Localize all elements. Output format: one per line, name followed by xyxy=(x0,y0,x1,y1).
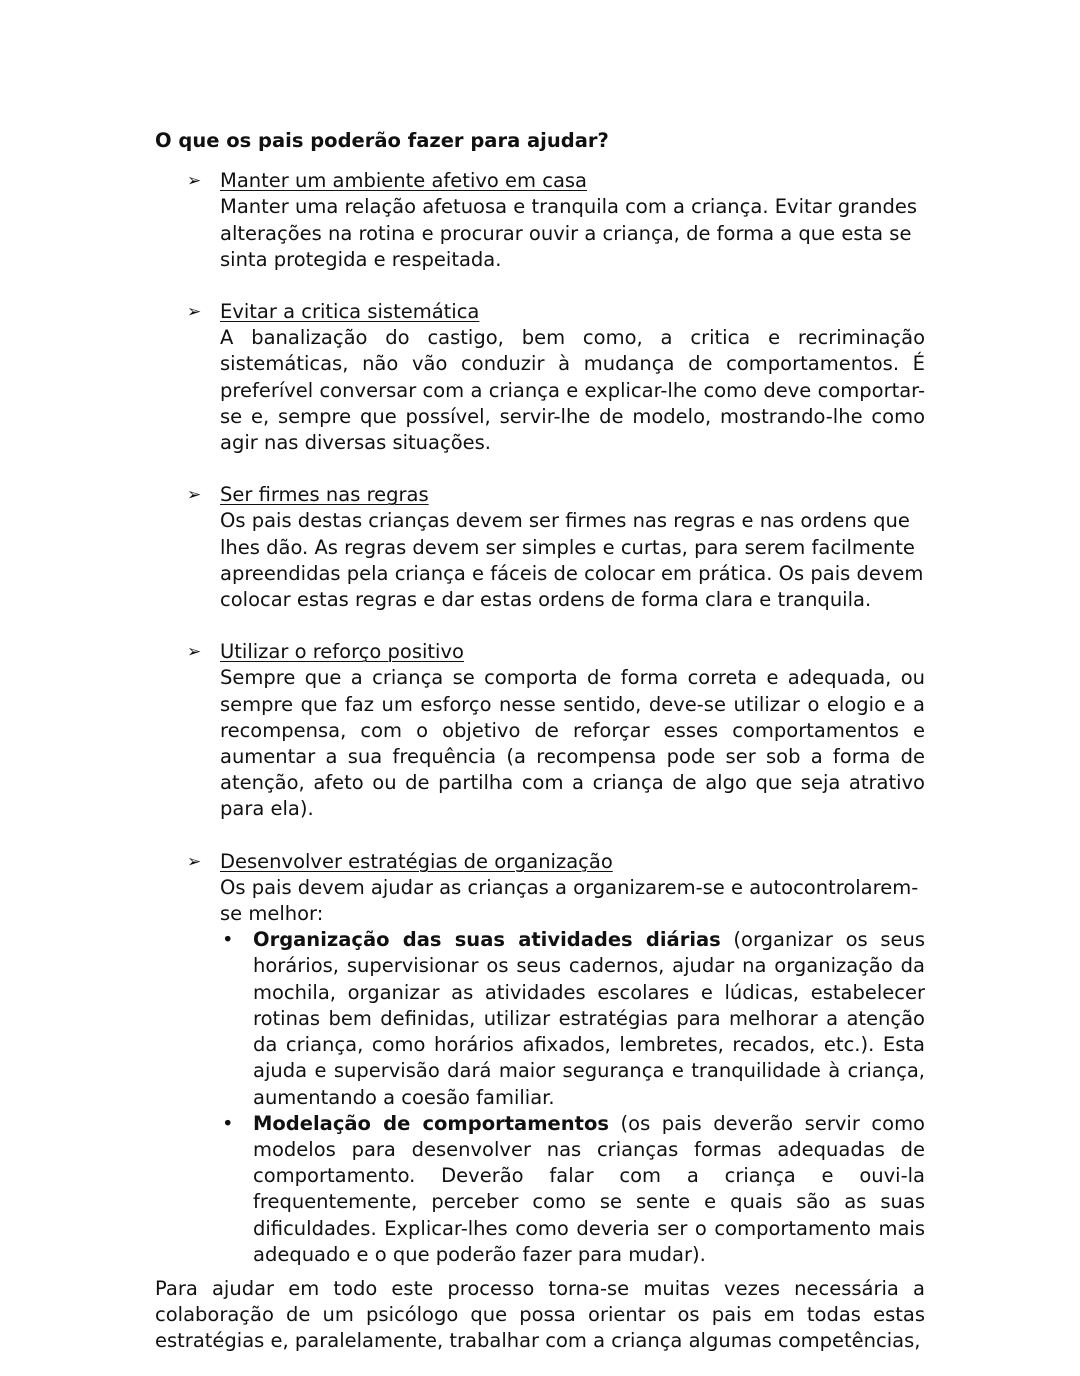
section-estrategias-organizacao xyxy=(155,849,925,1268)
section-title: Manter um ambiente afetivo em casa xyxy=(220,169,587,193)
arrow-bullet-icon: ➢ xyxy=(187,302,202,323)
arrow-bullet-icon: ➢ xyxy=(187,485,202,506)
document-page xyxy=(155,128,925,1355)
list-item xyxy=(220,1111,925,1268)
section-body: Os pais devem ajudar as crianças a organizarem-se e autocontrolarem-se melhor: xyxy=(220,875,919,926)
arrow-bullet-icon: ➢ xyxy=(187,171,202,192)
bullet-dot-icon: • xyxy=(222,928,234,952)
section-reforco-positivo xyxy=(155,639,925,822)
section-title: Ser firmes nas regras xyxy=(220,483,429,507)
section-body: Os pais destas crianças devem ser firmes nas regras e nas ordens que lhes dão. As regras devem ser simples e curtas, para serem facilmente apreendidas pela criança e fáceis de colocar em prática. Os pais devem colocar estas regras e dar estas ordens de forma clara e tranquila. xyxy=(220,509,924,612)
bullet-dot-icon: • xyxy=(222,1111,234,1135)
section-critica-sistematica xyxy=(155,299,925,456)
closing-paragraph: Para ajudar em todo este processo torna-se muitas vezes necessária a colaboração de um psicólogo que possa orientar os pais em todas estas estratégias e, paralelamente, trabalhar com a criança algumas competências, xyxy=(155,1276,925,1353)
list-item-bold-lead: Modelação de comportamentos xyxy=(253,1111,609,1135)
section-ambiente-afetivo xyxy=(155,168,925,273)
arrow-bullet-icon: ➢ xyxy=(187,851,202,872)
section-firmes-regras xyxy=(155,482,925,613)
section-title: Desenvolver estratégias de organização xyxy=(220,849,613,873)
strategy-list xyxy=(220,927,925,1268)
list-item-text: (organizar os seus horários, supervisionar os seus cadernos, ajudar na organização da mochila, organizar as atividades escolares e lúdicas, estabelecer rotinas bem definidas, utilizar estratégias para melhorar a atenção da criança, como horários afixados, lembretes, recados, etc.). Esta ajuda e supervisão dará maior segurança e tranquilidade à criança, aumentando a coesão familiar. xyxy=(253,928,925,1109)
list-item-text: (os pais deverão servir como modelos para desenvolver nas crianças formas adequadas de comportamento. Deverão falar com a criança e ouvi-la frequentemente, perceber como se sente e quais são as suas dificuldades. Explicar-lhes como deveria ser o comportamento mais adequado e o que poderão fazer para mudar). xyxy=(253,1111,925,1266)
arrow-bullet-icon: ➢ xyxy=(187,642,202,663)
section-body: Sempre que a criança se comporta de forma correta e adequada, ou sempre que faz um esforço nesse sentido, deve-se utilizar o elogio e a recompensa, com o objetivo de reforçar esses comportamentos e aumentar a sua frequência (a recompensa pode ser sob a forma de atenção, afeto ou de partilha com a criança de algo que seja atrativo para ela). xyxy=(220,666,925,821)
section-title: Evitar a critica sistemática xyxy=(220,300,480,324)
list-item xyxy=(220,927,925,1110)
page-heading: O que os pais poderão fazer para ajudar? xyxy=(155,129,609,152)
list-item-bold-lead: Organização das suas atividades diárias xyxy=(253,928,721,952)
section-body: A banalização do castigo, bem como, a critica e recriminação sistemáticas, não vão conduzir à mudança de comportamentos. É preferível conversar com a criança e explicar-lhe como deve comportar-se e, sempre que possível, servir-lhe de modelo, mostrando-lhe como agir nas diversas situações. xyxy=(220,326,925,455)
section-title: Utilizar o reforço positivo xyxy=(220,640,464,664)
section-body: Manter uma relação afetuosa e tranquila com a criança. Evitar grandes alterações na rotina e procurar ouvir a criança, de forma a que esta se sinta protegida e respeitada. xyxy=(220,195,918,271)
